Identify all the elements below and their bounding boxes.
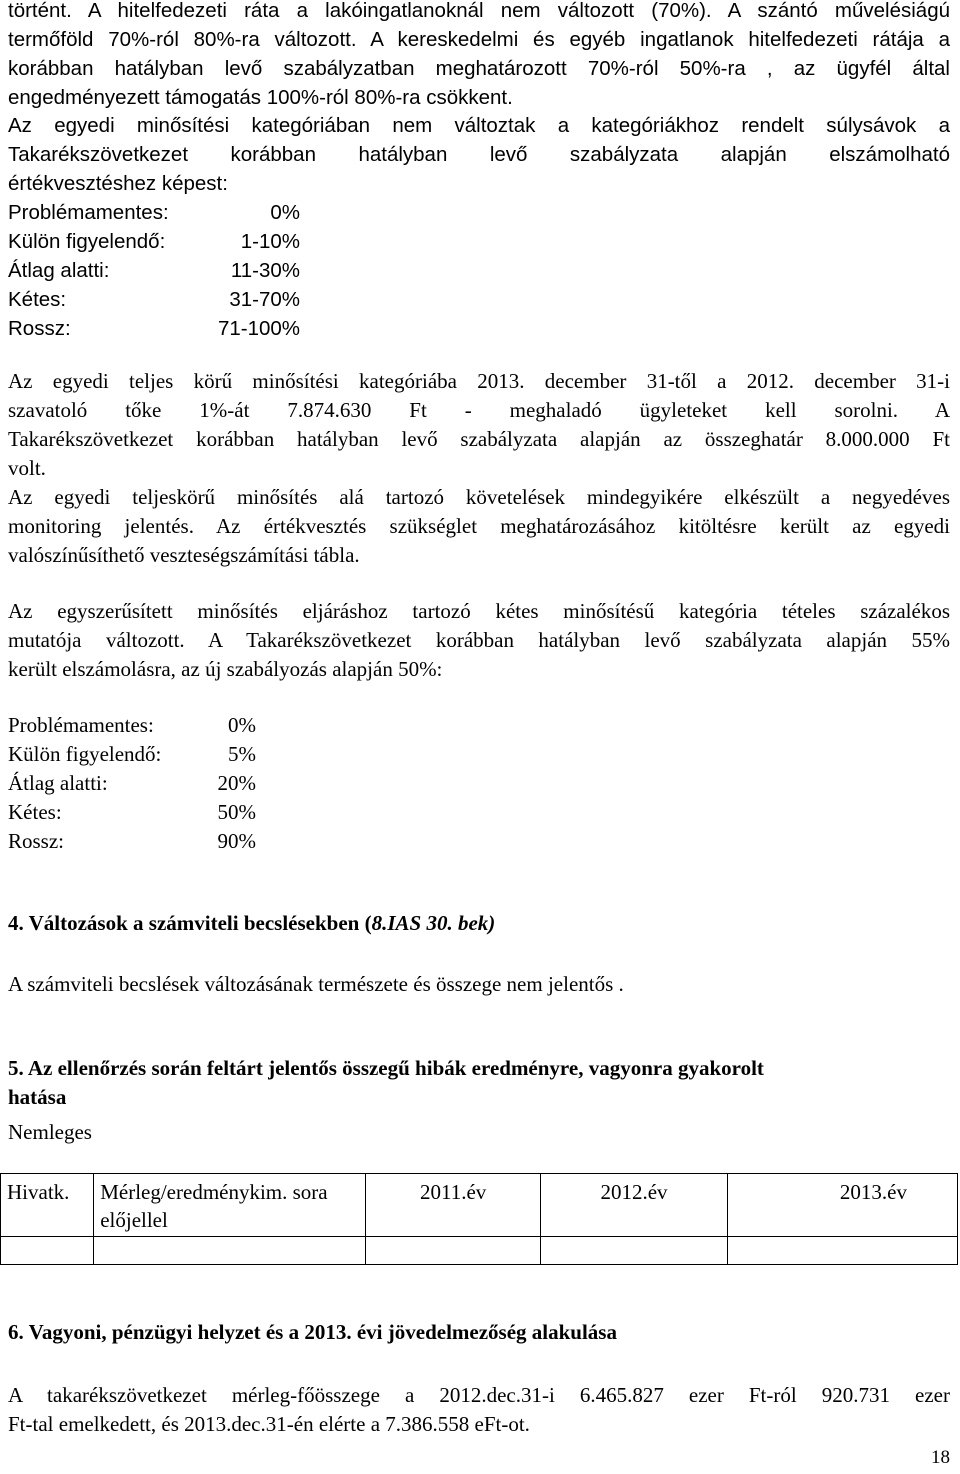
text-line: valószínűsíthető veszteségszámítási tábla. <box>8 543 360 567</box>
heading-italic-suffix: bek) <box>452 911 496 935</box>
heading-line: 5. Az ellenőrzés során feltárt jelentős összegű hibák eredményre, vagyonra gyakorolt <box>8 1056 764 1080</box>
category-label: Problémamentes: <box>8 713 154 737</box>
category-value: 50% <box>217 800 256 824</box>
correction-table <box>0 1173 958 1265</box>
category-row <box>8 314 308 343</box>
table-cell <box>727 1237 957 1265</box>
category-value: 31-70% <box>229 288 300 311</box>
table-header-cell: Mérleg/eredménykim. sora előjellel <box>94 1174 366 1237</box>
paragraph-categories-intro <box>8 111 950 198</box>
category-value: 1-10% <box>240 230 300 253</box>
category-label: Átlag alatti: <box>8 259 110 282</box>
text-line: Ft-tal emelkedett, és 2013.dec.31-én elérte a 7.386.558 eFt-ot. <box>8 1412 530 1436</box>
category-row <box>8 285 308 314</box>
table-cell <box>1 1237 94 1265</box>
category-value: 20% <box>217 771 256 795</box>
category-value: 71-100% <box>217 317 300 340</box>
text-line: értékvesztéshez képest: <box>8 172 228 195</box>
category-value: 0% <box>228 713 256 737</box>
page-number: 18 <box>931 1447 950 1468</box>
table-cell <box>541 1237 727 1265</box>
paragraph-collateral-rates <box>8 0 950 112</box>
category-label: Kétes: <box>8 288 67 311</box>
text-line: monitoring jelentés. Az értékvesztés szükséglet meghatározásához kitöltésre került az egyedi <box>8 514 950 538</box>
section-5-heading <box>8 1054 950 1112</box>
category-value: 11-30% <box>230 259 300 282</box>
text-line: Az egyszerűsített minősítés eljáráshoz tartozó kétes minősítésű kategória tételes százalékos <box>8 599 950 623</box>
section-6-heading: 6. Vagyoni, pénzügyi helyzet és a 2013. évi jövedelmezőség alakulása <box>8 1320 617 1344</box>
category-value: 5% <box>228 742 256 766</box>
paragraph-simplified-rating <box>8 597 950 684</box>
heading-line: hatása <box>8 1085 67 1109</box>
table-cell <box>94 1237 366 1265</box>
text-line: Az egyedi teljeskörű minősítés alá tartozó követelések mindegyikére elkészült a negyedéves <box>8 485 950 509</box>
heading-text: 4. Változások a számviteli becslésekben ( <box>8 911 372 935</box>
table-row <box>1 1237 958 1265</box>
category-row <box>8 827 308 856</box>
section-4-heading <box>8 909 950 938</box>
category-label: Rossz: <box>8 829 65 853</box>
section-4-text: A számviteli becslések változásának természete és összege nem jelentős . <box>8 972 624 996</box>
category-row <box>8 198 308 227</box>
category-row <box>8 227 308 256</box>
category-list-old <box>8 198 308 343</box>
category-row <box>8 798 308 827</box>
table-header-cell: 2013.év <box>727 1174 957 1237</box>
text-line: Takarékszövetkezet korábban hatályban levő szabályzata alapján elszámolható <box>8 143 950 166</box>
text-line: Takarékszövetkezet korábban hatályban levő szabályzata alapján az összeghatár 8.000.000 Ft <box>8 427 950 451</box>
text-line: engedményezett támogatás 100%-ról 80%-ra csökkent. <box>8 86 513 109</box>
heading-italic-ref: 8.IAS 30. <box>371 911 453 935</box>
text-line: szavatoló tőke 1%-át 7.874.630 Ft - meghaladó ügyleteket kell sorolni. A <box>8 398 950 422</box>
table-cell <box>366 1237 541 1265</box>
text-line: Az egyedi minősítési kategóriában nem változtak a kategóriákhoz rendelt súlysávok a <box>8 114 950 137</box>
text-line: történt. A hitelfedezeti ráta a lakóingatlanoknál nem változott (70%). A szántó művelésiágú <box>8 0 950 22</box>
paragraph-monitoring <box>8 483 950 570</box>
category-label: Kétes: <box>8 800 62 824</box>
table-header-cell: 2012.év <box>541 1174 727 1237</box>
table-header-cell: Hivatk. <box>1 1174 94 1237</box>
section-6-text <box>8 1381 950 1439</box>
category-label: Problémamentes: <box>8 201 169 224</box>
text-line: A takarékszövetkezet mérleg-főösszege a 2012.dec.31-i 6.465.827 ezer Ft-ról 920.731 ezer <box>8 1383 950 1407</box>
paragraph-threshold <box>8 367 950 483</box>
text-line: korábban hatályban levő szabályzatban meghatározott 70%-ról 50%-ra , az ügyfél által <box>8 57 950 80</box>
section-5-text: Nemleges <box>8 1120 92 1144</box>
category-row <box>8 740 308 769</box>
text-line: Az egyedi teljes körű minősítési kategóriába 2013. december 31-től a 2012. december 31-i <box>8 369 950 393</box>
text-line: volt. <box>8 456 46 480</box>
category-label: Rossz: <box>8 317 71 340</box>
text-line: mutatója változott. A Takarékszövetkezet korábban hatályban levő szabályzata alapján 55% <box>8 628 950 652</box>
category-value: 90% <box>217 829 256 853</box>
table-header-cell: 2011.év <box>366 1174 541 1237</box>
table-header-row <box>1 1174 958 1237</box>
category-label: Külön figyelendő: <box>8 742 162 766</box>
category-row <box>8 769 308 798</box>
category-label: Külön figyelendő: <box>8 230 166 253</box>
category-value: 0% <box>270 201 300 224</box>
text-line: került elszámolásra, az új szabályozás alapján 50%: <box>8 657 443 681</box>
category-row <box>8 711 308 740</box>
category-row <box>8 256 308 285</box>
category-list-new <box>8 711 308 856</box>
text-line: termőföld 70%-ról 80%-ra változott. A kereskedelmi és egyéb ingatlanok hitelfedezeti rátája a <box>8 28 950 51</box>
category-label: Átlag alatti: <box>8 771 108 795</box>
